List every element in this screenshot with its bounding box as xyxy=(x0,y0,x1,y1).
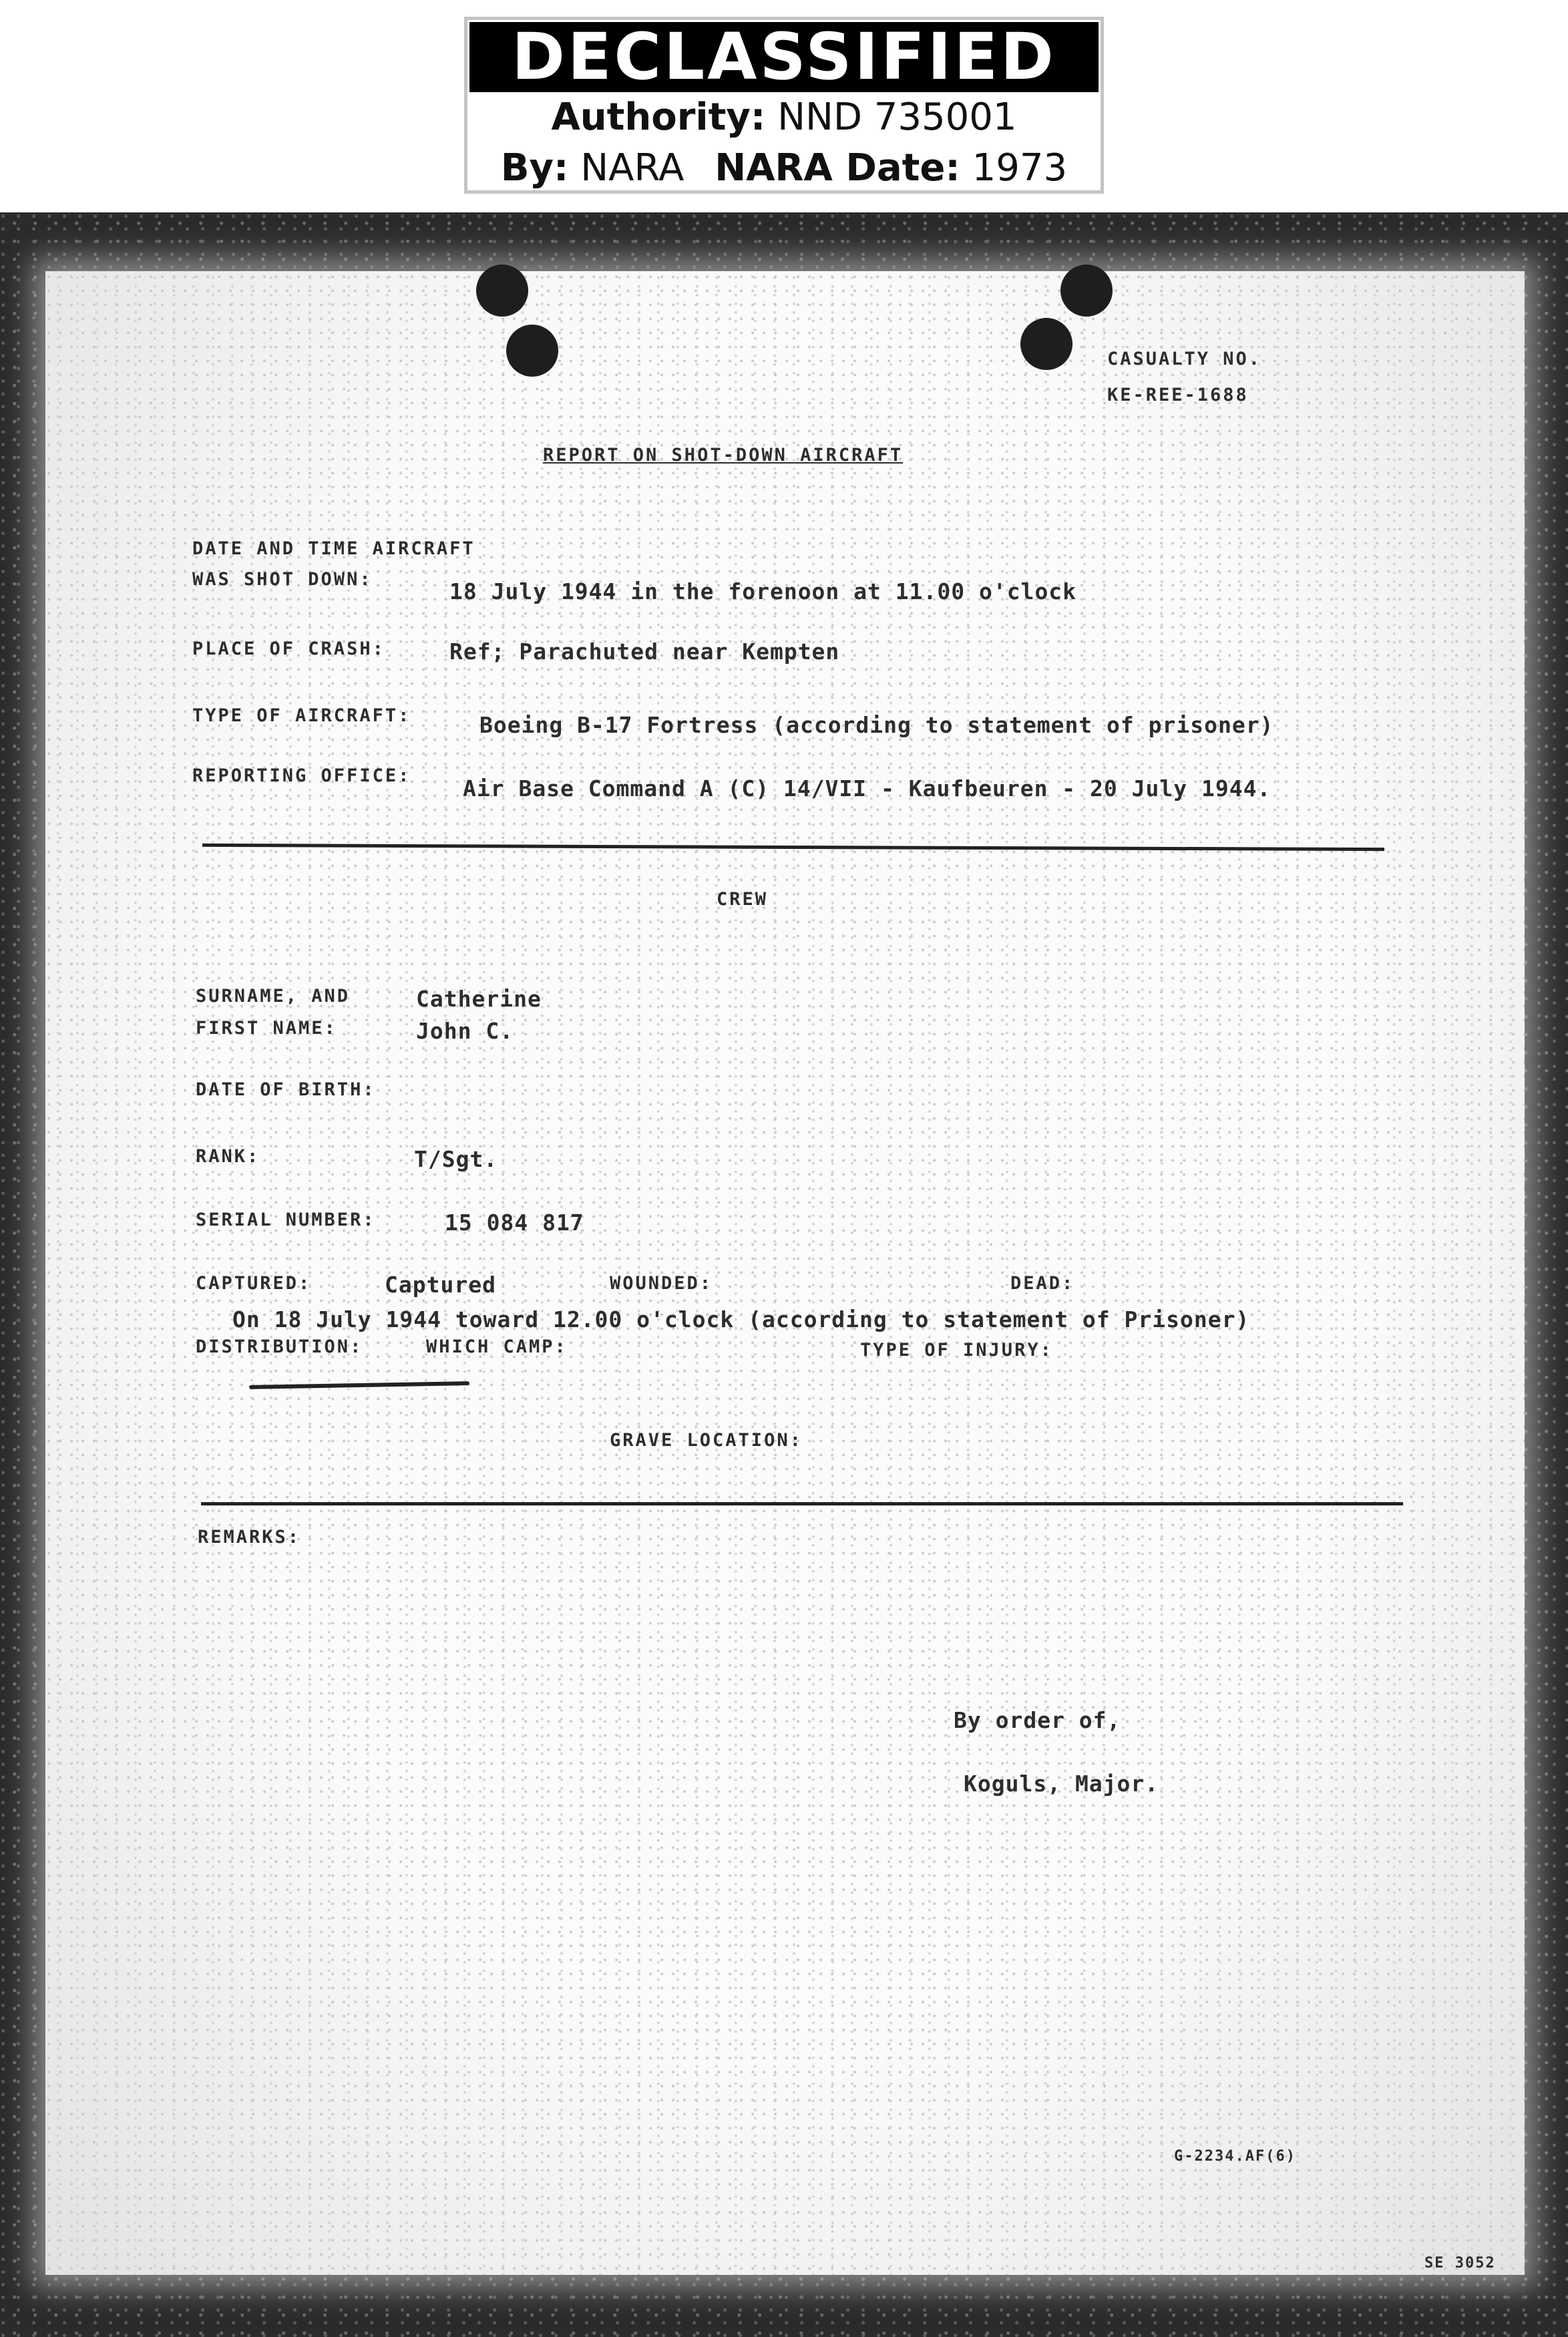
stamp-by-line xyxy=(467,143,1101,194)
by-label: By: xyxy=(500,146,569,190)
by-value: NARA xyxy=(580,146,684,190)
reporting-office-label: REPORTING OFFICE: xyxy=(192,765,411,786)
first-name-value: John C. xyxy=(416,1018,514,1044)
report-title: REPORT ON SHOT-DOWN AIRCRAFT xyxy=(543,445,904,466)
rank-value: T/Sgt. xyxy=(414,1146,498,1172)
authority-value: NND 735001 xyxy=(777,96,1017,139)
corner-mark: SE 3052 xyxy=(1424,2255,1496,2272)
surname-value: Catherine xyxy=(416,986,542,1012)
punch-hole xyxy=(1060,264,1113,317)
scan-frame xyxy=(0,212,1568,2337)
punch-hole xyxy=(506,325,558,377)
grave-location-label: GRAVE LOCATION: xyxy=(610,1430,803,1451)
casualty-number-label: CASUALTY NO. xyxy=(1107,349,1262,369)
aircraft-type-label: TYPE OF AIRCRAFT: xyxy=(192,705,411,726)
declassified-stamp xyxy=(464,17,1104,194)
captured-label: CAPTURED: xyxy=(196,1273,312,1294)
date-time-label-1: DATE AND TIME AIRCRAFT xyxy=(192,538,475,559)
dead-label: DEAD: xyxy=(1010,1273,1075,1294)
reporting-office-value: Air Base Command A (C) 14/VII - Kaufbeuren - 20 July 1944. xyxy=(463,775,1271,801)
captured-value: Captured xyxy=(385,1272,496,1298)
serial-number-label: SERIAL NUMBER: xyxy=(196,1210,376,1230)
date-time-value: 18 July 1944 in the forenoon at 11.00 o'clock xyxy=(449,578,1077,604)
place-value: Ref; Parachuted near Kempten xyxy=(449,639,840,665)
rank-label: RANK: xyxy=(196,1146,260,1167)
stamp-authority-line xyxy=(467,92,1101,143)
wounded-label: WOUNDED: xyxy=(610,1273,713,1294)
nara-date-label: NARA Date: xyxy=(715,146,960,190)
place-label: PLACE OF CRASH: xyxy=(192,639,385,659)
stamp-title: DECLASSIFIED xyxy=(469,22,1099,92)
distribution-label: DISTRIBUTION: xyxy=(196,1336,363,1357)
serial-number-value: 15 084 817 xyxy=(445,1210,584,1236)
divider-line xyxy=(201,1502,1403,1505)
by-order-of: By order of, xyxy=(954,1707,1121,1733)
form-number: G-2234.AF(6) xyxy=(1174,2148,1296,2165)
nara-date-value: 1973 xyxy=(972,146,1068,190)
which-camp-label: WHICH CAMP: xyxy=(426,1336,568,1357)
surname-label-1: SURNAME, AND xyxy=(196,986,351,1007)
capture-detail: On 18 July 1944 toward 12.00 o'clock (according to statement of Prisoner) xyxy=(232,1306,1250,1332)
signature-line: Koguls, Major. xyxy=(964,1771,1159,1797)
punch-hole xyxy=(1020,318,1072,370)
casualty-number-value: KE-REE-1688 xyxy=(1107,385,1249,405)
punch-hole xyxy=(476,264,528,317)
document-page xyxy=(45,271,1525,2275)
authority-label: Authority: xyxy=(551,96,766,139)
date-of-birth-label: DATE OF BIRTH: xyxy=(196,1079,376,1100)
crew-heading: CREW xyxy=(717,889,769,910)
aircraft-type-value: Boeing B-17 Fortress (according to statement of prisoner) xyxy=(479,712,1274,738)
date-time-label-2: WAS SHOT DOWN: xyxy=(192,569,373,590)
divider-line xyxy=(202,844,1384,851)
remarks-label: REMARKS: xyxy=(198,1527,301,1548)
surname-label-2: FIRST NAME: xyxy=(196,1018,337,1039)
pen-stroke xyxy=(249,1381,469,1389)
type-of-injury-label: TYPE OF INJURY: xyxy=(860,1340,1053,1361)
